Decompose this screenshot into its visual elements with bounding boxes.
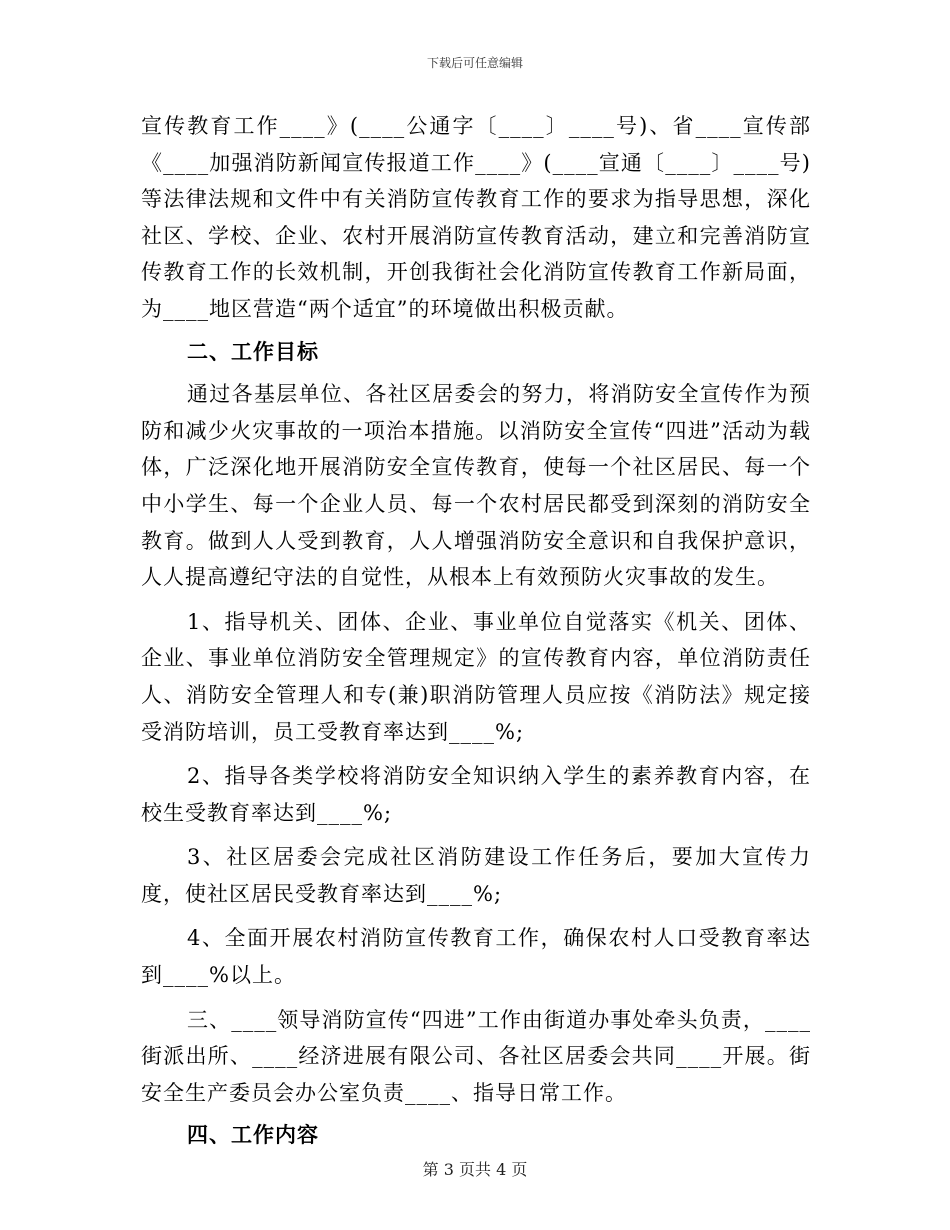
section-leadership-paragraph: 三、____领导消防宣传“四进”工作由街道办事处牵头负责，____街派出所、____经济进展有限公司、各社区居委会共同____开展。街安全生产委员会办公室负责____、指导日常工作。 — [141, 1007, 811, 1105]
goal-item-3: 3、社区居委会完成社区消防建设工作任务后，要加大宣传力度，使社区居民受教育率达到____%; — [141, 845, 811, 906]
goal-item-1: 1、指导机关、团体、企业、事业单位自觉落实《机关、团体、企业、事业单位消防安全管理规定》的宣传教育内容，单位消防责任人、消防安全管理人和专(兼)职消防管理人员应按《消防法》规定接受消防培训，员工受教育率达到____%; — [141, 609, 811, 744]
goal-item-2: 2、指导各类学校将消防安全知识纳入学生的素养教育内容，在校生受教育率达到____%; — [141, 764, 811, 825]
intro-paragraph: 宣传教育工作____》(____公通字〔____〕____号)、省____宣传部《____加强消防新闻宣传报道工作____》(____宣通〔____〕____号)等法律法规和文件中有关消防宣传教育工作的要求为指导思想，深化社区、学校、企业、农村开展消防宣传教育活动，建立和完善消防宣传教育工作的长效机制，开创我街社会化消防宣传教育工作新局面，为____地区营造“两个适宜”的环境做出积极贡献。 — [141, 114, 811, 321]
section-heading-content: 四、工作内容 — [187, 1122, 319, 1148]
goals-paragraph: 通过各基层单位、各社区居委会的努力，将消防安全宣传作为预防和减少火灾事故的一项治本措施。以消防安全宣传“四进”活动为载体，广泛深化地开展消防安全宣传教育，使每一个社区居民、每一个中小学生、每一个企业人员、每一个农村居民都受到深刻的消防安全教育。做到人人受到教育，人人增强消防安全意识和自我保护意识，人人提高遵纪守法的自觉性，从根本上有效预防火灾事故的发生。 — [141, 382, 811, 590]
section-heading-goals: 二、工作目标 — [187, 338, 319, 364]
document-body — [141, 108, 811, 1160]
goal-item-4: 4、全面开展农村消防宣传教育工作，确保农村人口受教育率达到____%以上。 — [141, 926, 811, 988]
page-footer: 第 3 页共 4 页 — [422, 1160, 528, 1179]
page-header: 下载后可任意编辑 — [426, 56, 523, 70]
